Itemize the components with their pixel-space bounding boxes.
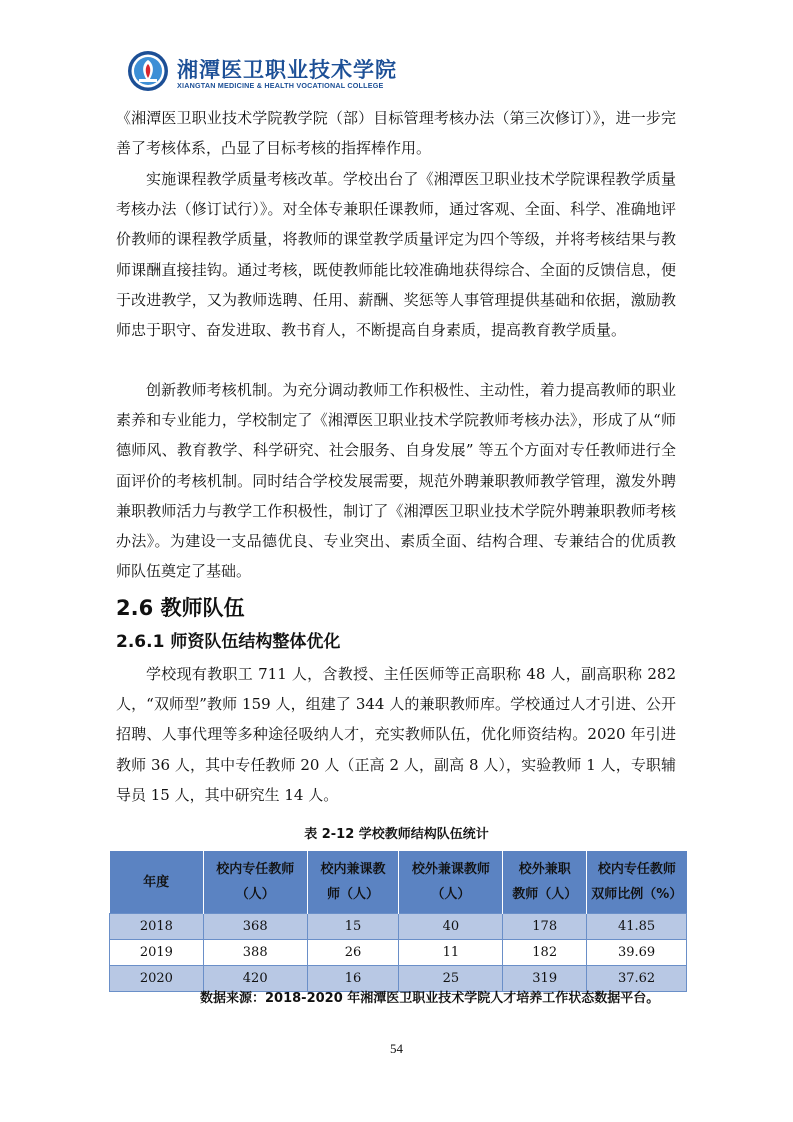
- table-caption: 表 2-12 学校教师结构队伍统计: [304, 827, 489, 842]
- table-cell: 40: [399, 914, 503, 940]
- paragraph-staff-structure: [116, 659, 676, 810]
- table-row: [110, 940, 687, 966]
- table-cell: 388: [203, 940, 307, 966]
- table-cell: 15: [307, 914, 399, 940]
- paragraph-text: 学校现有教职工 711 人，含教授、主任医师等正高职称 48 人，副高职称 282 人，“双师型”教师 159 人，组建了 344 人的兼职教师库。学校通过人才引进、公开招聘、人事代理等多种途径吸纳人才，充实教师队伍，优化师资结构。2020 年引进教师 36 人，其中专任教师 20 人（正高 2 人，副高 8 人），实验教师 1 人，专职辅导员 15 人，其中研究生 14 人。: [116, 665, 676, 804]
- column-header-external-parttime: 校外兼职 教师（人）: [503, 851, 587, 914]
- table-cell: 16: [307, 966, 399, 992]
- column-header-internal-parttime: 校内兼课教 师（人）: [307, 851, 399, 914]
- table-cell: 319: [503, 966, 587, 992]
- column-header-dual-ratio: 校内专任教师 双师比例（%）: [587, 851, 687, 914]
- table-cell: 178: [503, 914, 587, 940]
- section-heading: 2.6 教师队伍: [116, 596, 245, 620]
- table-cell: 420: [203, 966, 307, 992]
- school-name-cn: 湘潭医卫职业技术学院: [177, 57, 397, 82]
- table-row: [110, 914, 687, 940]
- paragraph-course-assessment: [116, 164, 676, 345]
- table-cell: 37.62: [587, 966, 687, 992]
- paragraph-text: 实施课程教学质量考核改革。学校出台了《湘潭医卫职业技术学院课程教学质量考核办法（修订试行）》。对全体专兼职任课教师，通过客观、全面、科学、准确地评价教师的课程教学质量，将教师的课堂教学质量评定为四个等级，并将考核结果与教师课酬直接挂钩。通过考核，既使教师能比较准确地获得综合、全面的反馈信息，便于改进教学，又为教师选聘、任用、薪酬、奖惩等人事管理提供基础和依据，激励教师忠于职守、奋发进取、教书育人，不断提高自身素质，提高教育教学质量。: [116, 170, 676, 340]
- page-number: 54: [390, 1041, 403, 1056]
- column-header-external-parttime-course: 校外兼课教师 （人）: [399, 851, 503, 914]
- table-cell: 25: [399, 966, 503, 992]
- table-cell: 182: [503, 940, 587, 966]
- table-cell: 2018: [110, 914, 204, 940]
- table-cell: 41.85: [587, 914, 687, 940]
- paragraph-teacher-assessment: [116, 375, 676, 586]
- paragraph-continued: [116, 103, 676, 163]
- column-header-internal-fulltime: 校内专任教师 （人）: [203, 851, 307, 914]
- table-cell: 39.69: [587, 940, 687, 966]
- subsection-heading: 2.6.1 师资队伍结构整体优化: [116, 632, 341, 652]
- table-cell: 2020: [110, 966, 204, 992]
- column-header-year: 年度: [110, 851, 204, 914]
- teacher-stats-table: [109, 851, 687, 992]
- table-cell: 26: [307, 940, 399, 966]
- table-cell: 368: [203, 914, 307, 940]
- table-header-row: [110, 851, 687, 914]
- paragraph-text: 《湘潭医卫职业技术学院教学院（部）目标管理考核办法（第三次修订）》，进一步完善了考核体系，凸显了目标考核的指挥棒作用。: [116, 109, 676, 158]
- table-cell: 2019: [110, 940, 204, 966]
- paragraph-text: 创新教师考核机制。为充分调动教师工作积极性、主动性，着力提高教师的职业素养和专业能力，学校制定了《湘潭医卫职业技术学院教师考核办法》，形成了从“师德师风、教育教学、科学研究、社会服务、自身发展” 等五个方面对专任教师进行全面评价的考核机制。同时结合学校发展需要，规范外聘兼职教师教学管理，激发外聘兼职教师活力与教学工作积极性，制订了《湘潭医卫职业技术学院外聘兼职教师考核办法》。为建设一支品德优良、专业突出、素质全面、结构合理、专兼结合的优质教师队伍奠定了基础。: [116, 381, 676, 581]
- school-name-en: XIANGTAN MEDICINE & HEALTH VOCATIONAL COLLEGE: [177, 81, 384, 90]
- table-source-note: 数据来源：2018-2020 年湘潭医卫职业技术学院人才培养工作状态数据平台。: [200, 991, 660, 1006]
- table-cell: 11: [399, 940, 503, 966]
- school-logo-icon: [127, 50, 169, 92]
